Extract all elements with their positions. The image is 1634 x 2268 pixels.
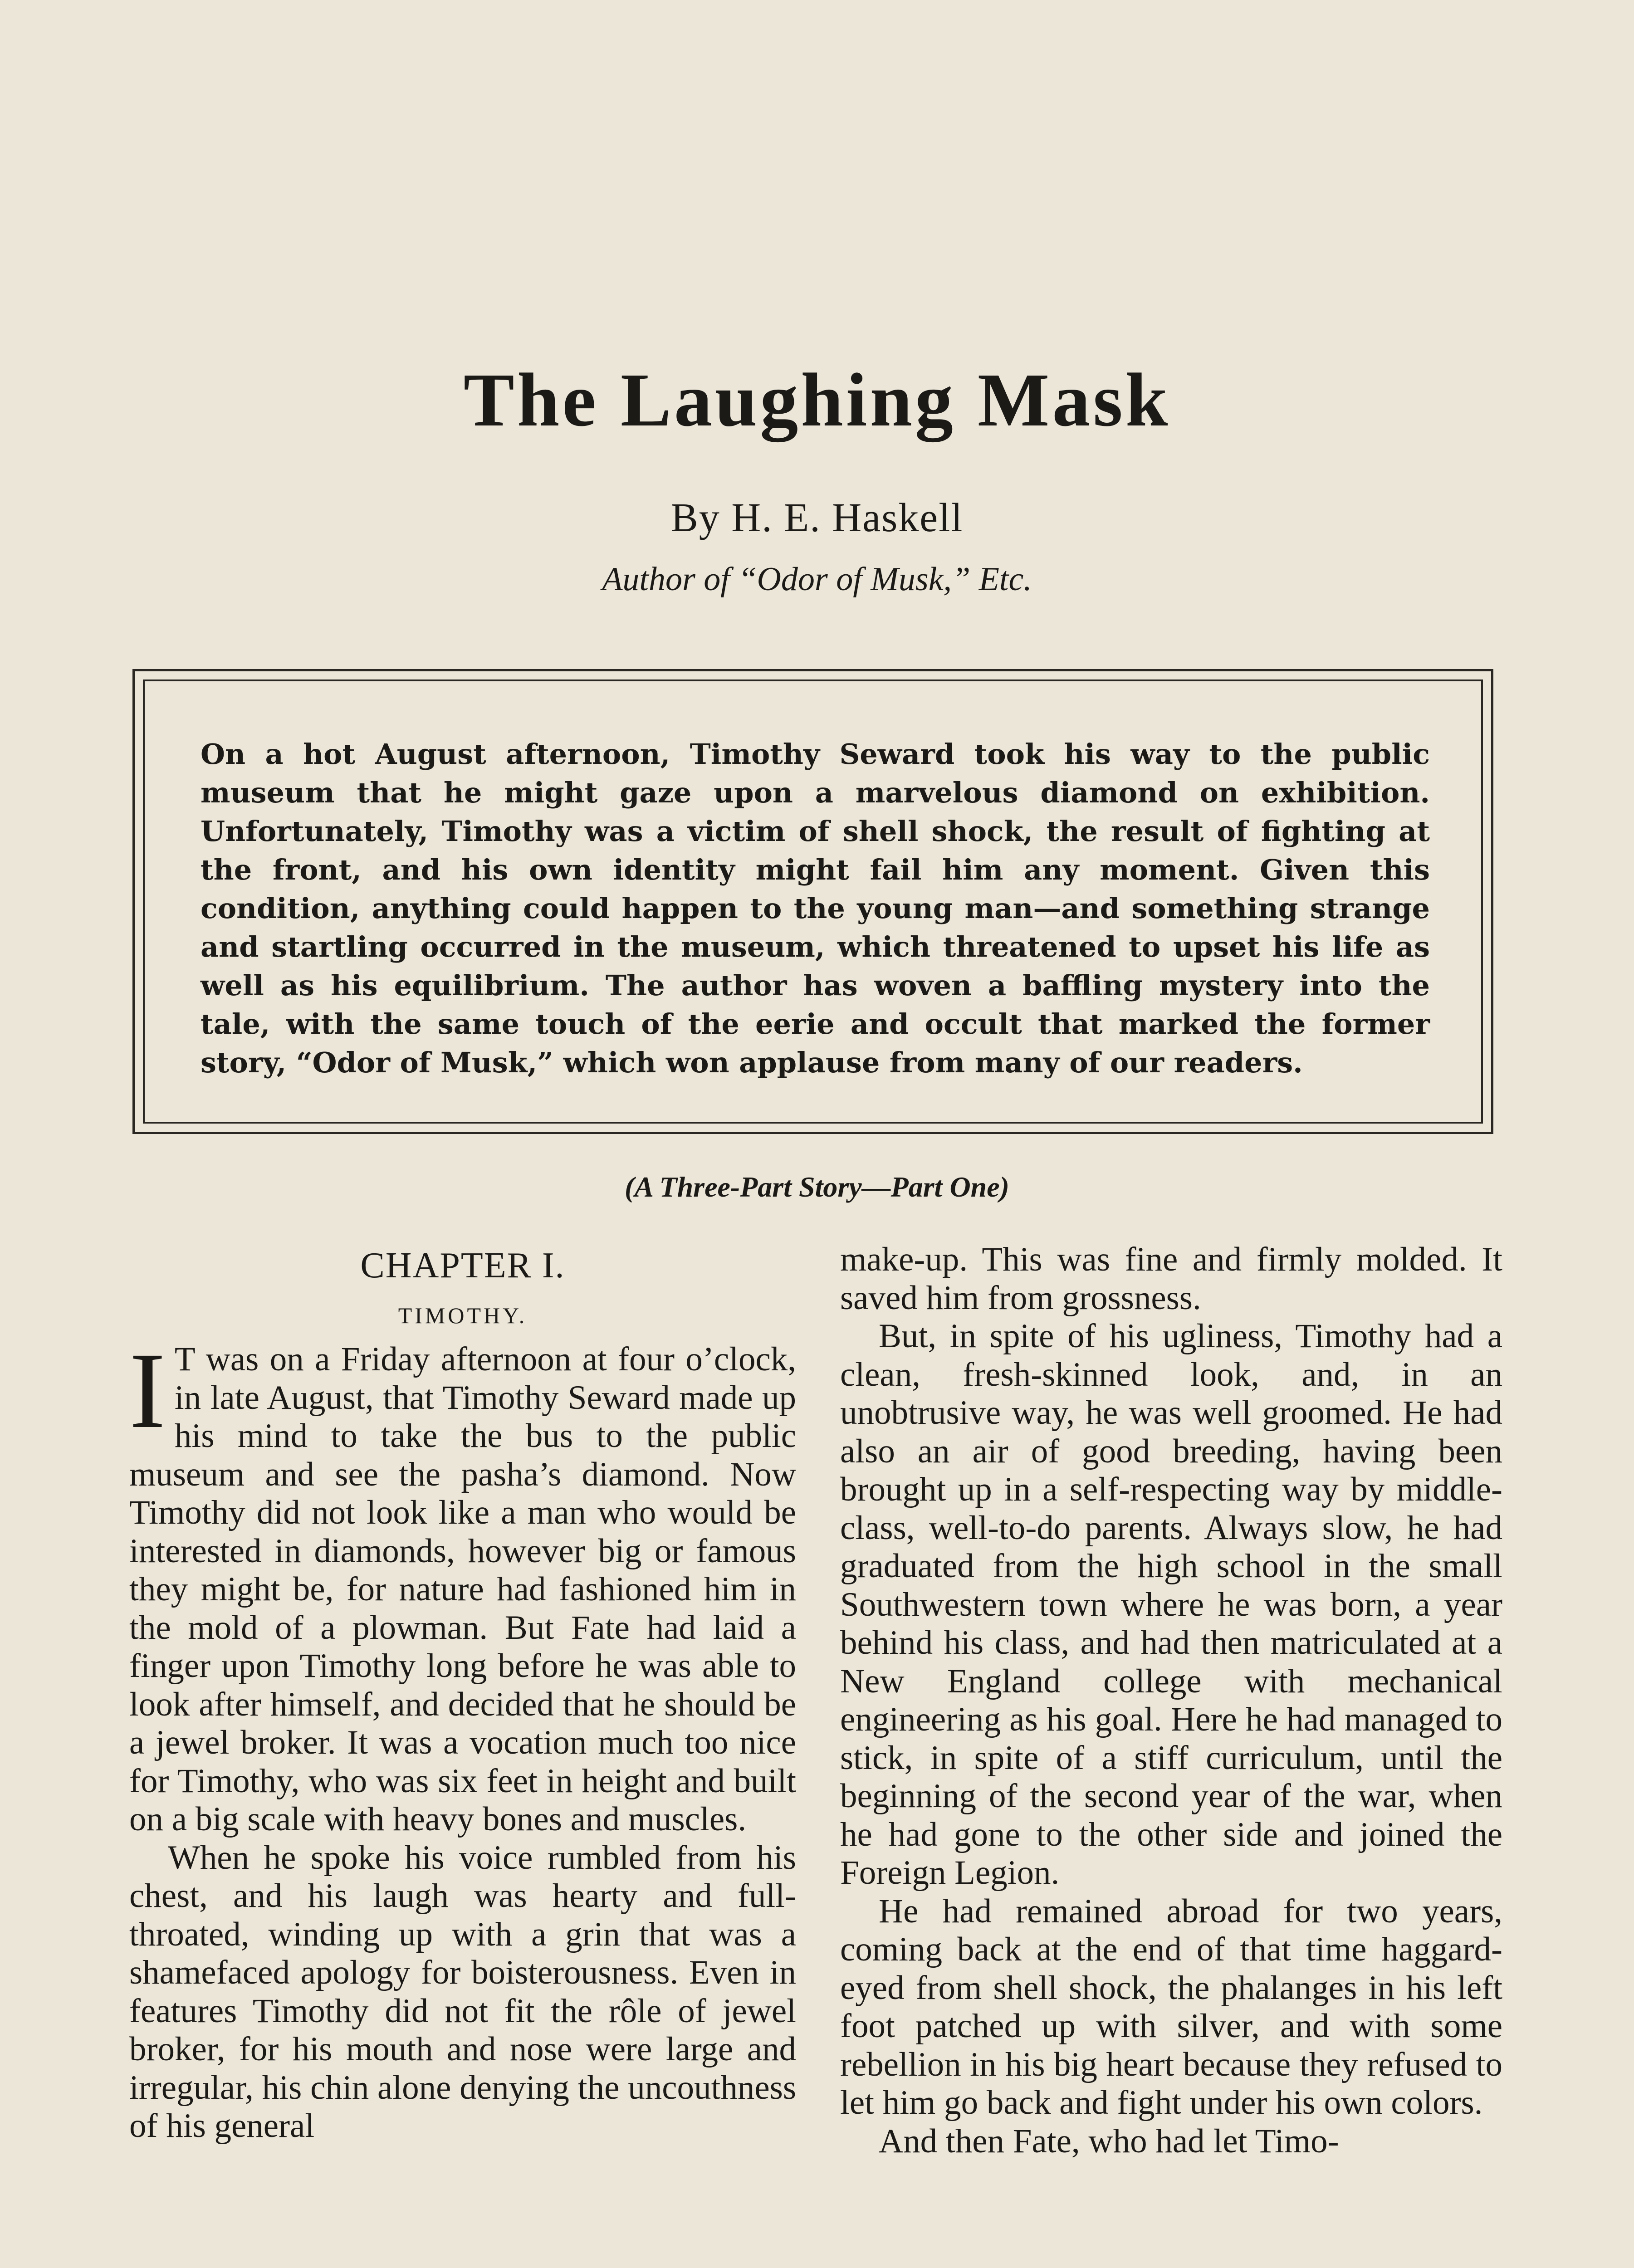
- paragraph: He had remained abroad for two years, coming back at the end of that time haggard-eyed from shell shock, the phalanges in his left foot patched up with silver, and with some rebellion in his big heart because they refused to let him go back and fight under his own colors.: [840, 1892, 1502, 2121]
- paragraph: make-up. This was fine and firmly molded. It saved him from grossness.: [840, 1241, 1502, 1317]
- byline: By H. E. Haskell: [670, 495, 964, 540]
- drop-cap: I: [129, 1330, 166, 1451]
- chapter-heading: CHAPTER I.: [360, 1246, 565, 1286]
- paragraph: But, in spite of his ugliness, Timothy had a clean, fresh-skinned look, and, in an unobtrusive way, he was well groomed. He had also an air of good breeding, having been brought up in a self-respecting way by middle-class, well-to-do parents. Always slow, he had graduated from the high school in the small Southwestern town where he was born, a year behind his class, and had then matriculated at a New England college with mechanical engineering as his goal. Here he had managed to stick, in spite of a stiff curriculum, until the beginning of the second year of the war, when he had gone to the other side and joined the Foreign Legion.: [840, 1317, 1502, 1892]
- paragraph: [129, 1330, 796, 1839]
- paragraph: When he spoke his voice rumbled from his chest, and his laugh was hearty and full-throated, winding up with a grin that was a shamefaced apology for boisterousness. Even in features Timothy did not fit the rôle of jewel broker, for his mouth and nose were large and irregular, his chin alone denying the uncouthness of his general: [129, 1838, 796, 2145]
- synopsis-box: [132, 669, 1493, 1134]
- author-note: Author of “Odor of Musk,” Etc.: [602, 561, 1032, 598]
- story-title: The Laughing Mask: [463, 358, 1171, 442]
- chapter-subtitle: TIMOTHY.: [398, 1303, 528, 1328]
- left-column: [129, 1241, 796, 2146]
- right-column: [840, 1241, 1502, 2160]
- paragraph: And then Fate, who had let Timo-: [879, 2122, 1339, 2160]
- paragraph-text: T was on a Friday afternoon at four o’clock, in late August, that Timothy Seward made up his mind to take the bus to the public museum and see the pasha’s diamond. Now Timothy did not look like a man who would be interested in diamonds, however big or famous they might be, for nature had fashioned him in the mold of a plowman. But Fate had laid a finger upon Timothy long before he was able to look after himself, and decided that he should be a jewel broker. It was a vocation much too nice for Timothy, who was six feet in height and built on a big scale with heavy bones and muscles.: [129, 1340, 796, 1838]
- synopsis-text: On a hot August afternoon, Timothy Seward took his way to the public museum that he might gaze upon a marvelous diamond on exhibition. Unfortunately, Timothy was a victim of shell shock, the result of fighting at the front, and his own identity might fail him any moment. Given this condition, anything could happen to the young man—and something strange and startling occurred in the museum, which threatened to upset his life as well as his equilibrium. The author has woven a baffling mystery into the tale, with the same touch of the eerie and occult that marked the former story, “Odor of Musk,” which won applause from many of our readers.: [201, 738, 1430, 1079]
- part-label: (A Three-Part Story—Part One): [625, 1171, 1009, 1203]
